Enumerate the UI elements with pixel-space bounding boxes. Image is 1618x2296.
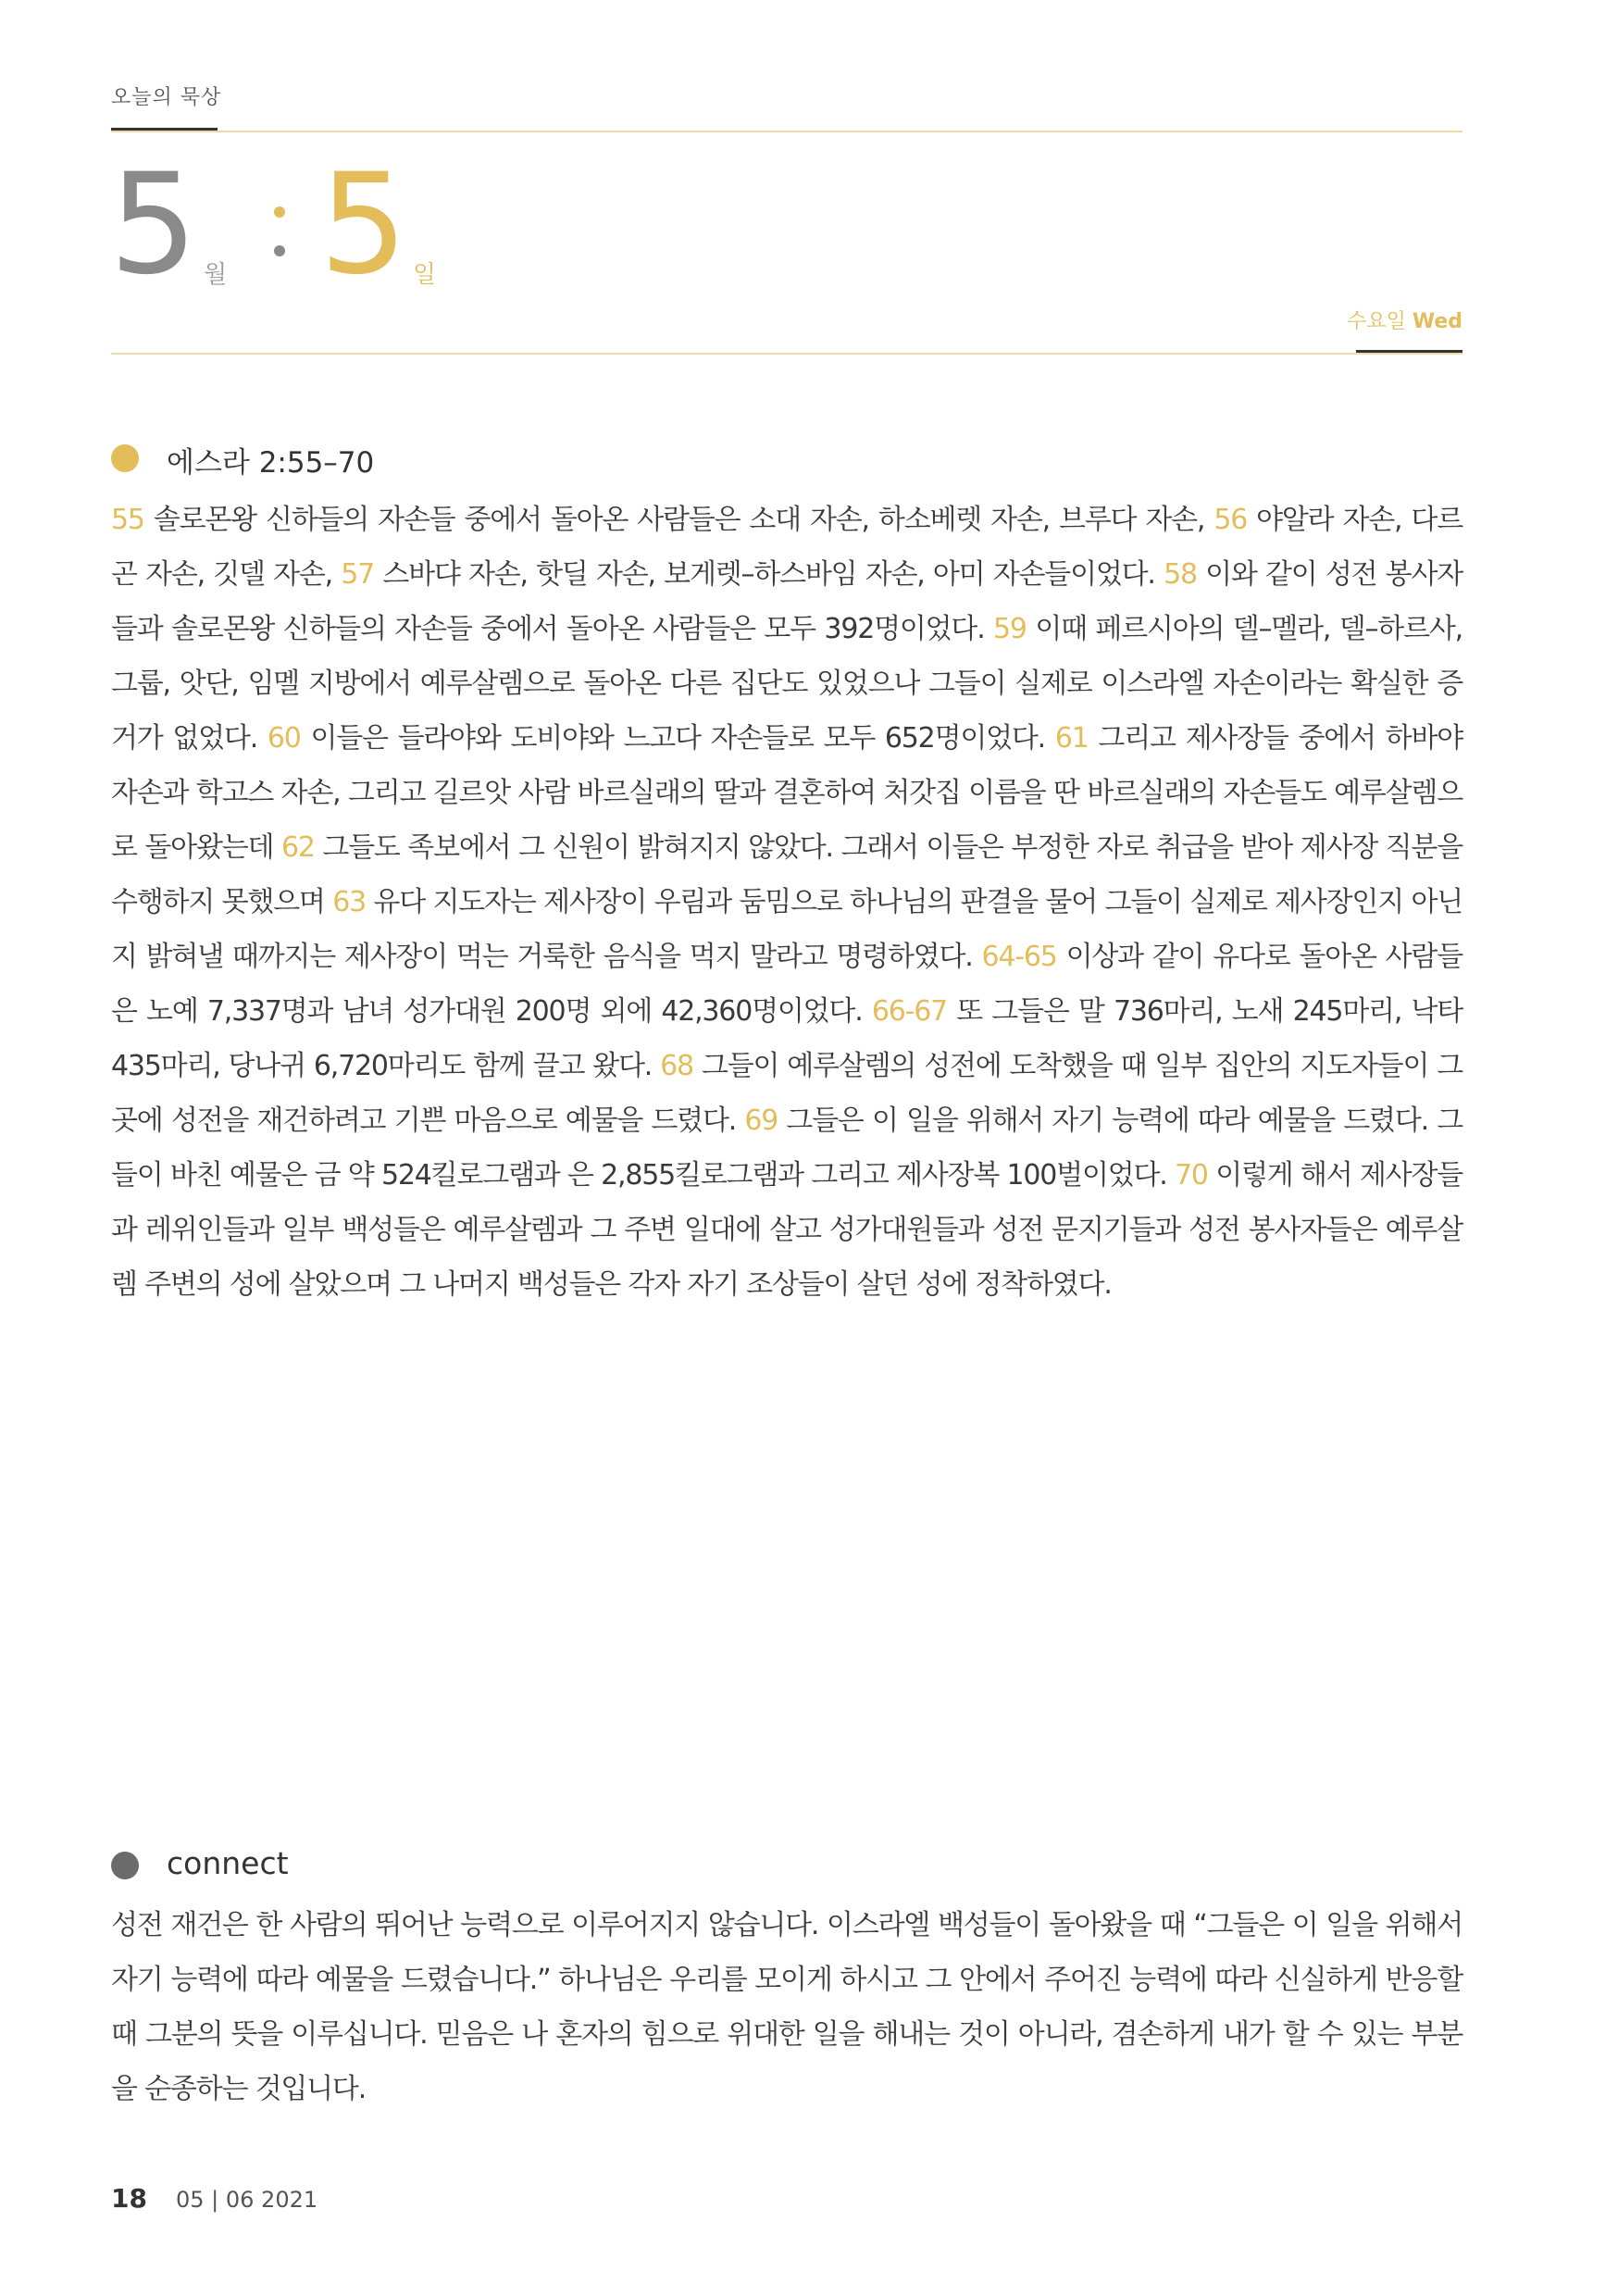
connect-title: connect [167, 1845, 289, 1881]
scripture-reference: 에스라 2:55–70 [167, 446, 375, 480]
verse-number: 64-65 [981, 941, 1057, 973]
verse-number: 68 [660, 1050, 693, 1082]
verse-text: 이들은 들라야와 도비야와 느고다 자손들로 모두 652명이었다. [300, 722, 1055, 755]
verse-number: 63 [332, 886, 366, 918]
verse-text: 그리고 제사장들 중에서 하바야 자손과 학고스 자손, 그리고 길르앗 사람 바르실래의 딸과 결혼하여 처갓집 이름을 딴 바르실래의 자손들도 예루살렘으로 돌아왔는데 [111, 722, 1463, 864]
weekday [1347, 306, 1462, 334]
verse-number: 66-67 [871, 995, 947, 1028]
connect-text: 성전 재건은 한 사람의 뛰어난 능력으로 이루어지지 않습니다. 이스라엘 백성들이 돌아왔을 때 “그들은 이 일을 위해서 자기 능력에 따라 예물을 드렸습니다.” 하나님은 우리를 모이게 하시고 그 안에서 주어진 능력에 따라 신실하게 반응할 때 그분의 뜻을 이루십니다. 믿음은 나 혼자의 힘으로 위대한 일을 해내는 것이 아니라, 겸손하게 내가 할 수 있는 부분을 순종하는 것입니다. [111, 1909, 1462, 2105]
month-number: 5 [109, 144, 198, 306]
top-divider [111, 131, 1462, 132]
section-label: 오늘의 묵상 [111, 86, 222, 109]
verse-number: 69 [744, 1104, 778, 1137]
verse-number: 58 [1164, 558, 1197, 591]
verse-number: 56 [1214, 504, 1248, 536]
page-number: 18 [111, 2183, 147, 2214]
verse-text: 이상과 같이 유다로 돌아온 사람들은 노예 7,337명과 남녀 성가대원 200명 외에 42,360명이었다. [111, 941, 1462, 1028]
weekday-english: Wed [1412, 310, 1462, 333]
header-divider [111, 353, 1462, 355]
verse-number: 55 [111, 504, 144, 536]
month-unit: 월 [204, 261, 228, 289]
weekday-korean: 수요일 [1347, 310, 1406, 333]
scripture-text [111, 493, 1462, 1312]
verse-text: 이와 같이 성전 봉사자들과 솔로몬왕 신하들의 자손들 중에서 돌아온 사람들은 모두 392명이었다. [111, 558, 1463, 645]
verse-number: 59 [993, 613, 1027, 645]
verse-text: 유다 지도자는 제사장이 우림과 둠밈으로 하나님의 판결을 물어 그들이 실제로 제사장인지 아닌지 밝혀낼 때까지는 제사장이 먹는 거룩한 음식을 먹지 말라고 명령하였다. [111, 886, 1463, 973]
verse-number: 62 [280, 831, 315, 864]
issue-date: 05 | 06 2021 [176, 2187, 318, 2213]
verse-text: 이렇게 해서 제사장들과 레위인들과 일부 백성들은 예루살렘과 그 주변 일대에 살고 성가대원들과 성전 문지기들과 성전 봉사자들은 예루살렘 주변의 성에 살았으며 그 나머지 백성들은 각자 자기 조상들이 살던 성에 정착하였다. [111, 1159, 1463, 1301]
verse-number: 60 [267, 722, 301, 755]
verse-number: 70 [1175, 1159, 1208, 1192]
verse-text: 그들이 예루살렘의 성전에 도착했을 때 일부 집안의 지도자들이 그 곳에 성전을 재건하려고 기쁜 마음으로 예물을 드렸다. [111, 1050, 1463, 1137]
verse-text: 솔로몬왕 신하들의 자손들 중에서 돌아온 사람들은 소대 자손, 하소베렛 자손, 브루다 자손, [143, 504, 1214, 536]
scripture-bullet-icon [111, 444, 139, 472]
colon-dot-bottom [274, 245, 285, 256]
verse-text: 스바댜 자손, 핫딜 자손, 보게렛–하스바임 자손, 아미 자손들이었다. [374, 558, 1164, 591]
verse-text: 그들은 이 일을 위해서 자기 능력에 따라 예물을 드렸다. 그들이 바친 예물은 금 약 524킬로그램과 은 2,855킬로그램과 그리고 제사장복 100벌이었다. [111, 1104, 1462, 1192]
verse-number: 61 [1054, 722, 1089, 755]
connect-bullet-icon [111, 1852, 139, 1879]
verse-number: 57 [341, 558, 375, 591]
verse-text: 그들도 족보에서 그 신원이 밝혀지지 않았다. 그래서 이들은 부정한 자로 취급을 받아 제사장 직분을 수행하지 못했으며 [111, 831, 1462, 918]
day-number: 5 [319, 144, 408, 306]
verse-text: 또 그들은 말 736마리, 노새 245마리, 낙타 435마리, 당나귀 6,720마리도 함께 끌고 왔다. [111, 995, 1462, 1082]
verse-text: 이때 페르시아의 델–멜라, 델–하르사, 그룹, 앗단, 임멜 지방에서 예루살렘으로 돌아온 다른 집단도 있었으나 그들이 실제로 이스라엘 자손이라는 확실한 증거가 없었다. [111, 613, 1462, 755]
verse-text: 야알라 자손, 다르곤 자손, 깃델 자손, [111, 504, 1462, 591]
day-unit: 일 [413, 261, 437, 289]
colon-dot-top [274, 206, 285, 218]
